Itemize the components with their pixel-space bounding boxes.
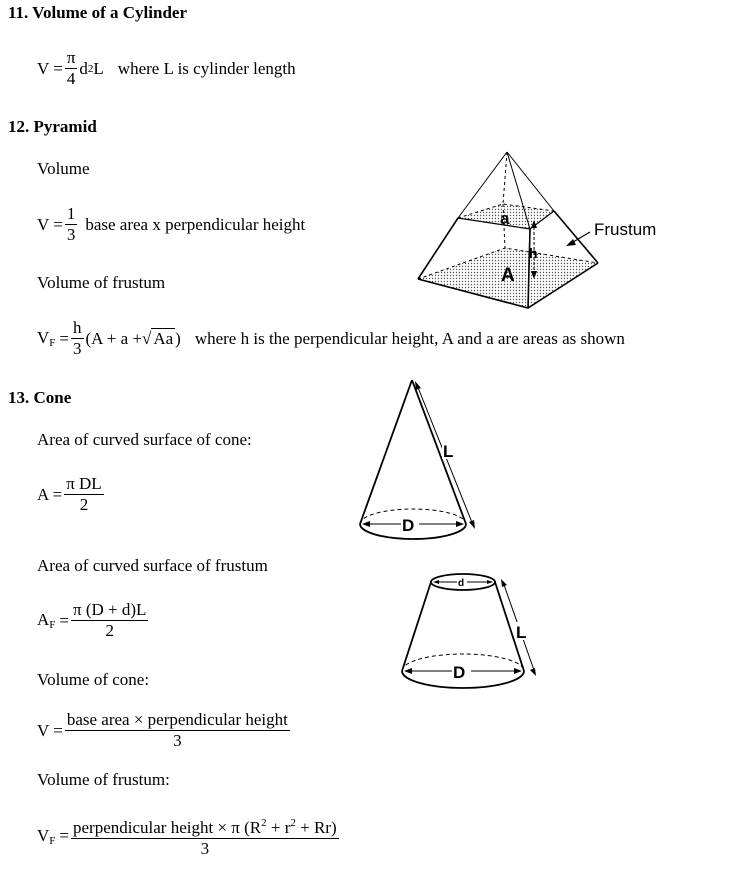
numerator: π (D + d)L [73,600,147,619]
label-D: D [402,516,415,535]
denominator: 2 [105,621,114,640]
paren-close: ) [175,328,181,348]
fraction-h-over-3 [71,318,84,359]
label-volume-frustum: Volume of frustum [37,273,166,292]
label-volume-cone: Volume of cone: [37,670,150,689]
a-equals: A = [37,484,63,504]
radicand: Aa [153,329,174,348]
formula-pyramid-volume [37,204,305,245]
pyramid-frustum-figure [410,148,680,318]
v-equals: V = [37,58,63,78]
formula-cone-area [37,474,106,515]
label-curved-surface-cone: Area of curved surface of cone: [37,430,252,449]
fraction-pi-over-4 [65,48,78,89]
exponent: 2 [87,62,94,75]
fraction-pi-dl-over-2 [64,474,104,515]
denominator: 2 [79,495,89,514]
af-symbol: $A_F$ [37,610,56,631]
label-volume-frustum-cone: Volume of frustum: [37,770,170,789]
fraction-one-third [65,204,78,245]
label-d: d [458,578,465,589]
denominator: 3 [73,339,82,358]
denominator: 3 [200,839,210,858]
fraction-cone-volume [65,710,290,751]
numerator: 1 [66,204,76,223]
formula-cone-volume [37,710,292,751]
vf-symbol: $V_F$ [37,328,56,349]
numerator: π DL [66,474,102,493]
note-cylinder: where L is cylinder length [117,58,296,78]
cone-frustum-figure [395,570,545,695]
formula-cylinder-volume [37,48,296,89]
v-equals: V = [37,214,63,234]
sqrt-icon: √ [141,328,152,348]
heading-pyramid: 12. Pyramid [8,117,97,136]
numerator: π [66,48,76,67]
denominator: 4 [66,69,76,88]
label-A: A [501,265,515,286]
formula-frustum-volume [37,318,625,359]
equals: = [59,610,69,630]
cone-figure [352,375,487,550]
heading-cone: 13. Cone [8,388,72,407]
label-L: L [443,442,454,461]
formula-cone-frustum-volume [37,813,341,859]
label-a: a [500,209,510,228]
heading-cylinder: 11. Volume of a Cylinder [8,3,187,22]
label-L: L [516,623,527,642]
term-l: L [93,58,104,78]
fraction-frustum-volume [71,813,339,859]
formula-frustum-area [37,600,150,641]
fraction-frustum-area [71,600,148,641]
note-frustum: where h is the perpendicular height, A and a are areas as shown [194,328,625,348]
v-equals: V = [37,720,63,740]
denominator: 3 [173,731,182,750]
label-frustum: Frustum [594,220,657,239]
numerator: base area × perpendicular height [66,710,288,729]
vf-symbol: $V_F$ [37,825,56,847]
paren-expression: (A + a + [85,328,142,348]
formula-text: base area x perpendicular height [85,214,306,234]
denominator: 3 [66,225,76,244]
label-curved-surface-frustum: Area of curved surface of frustum [37,556,268,575]
label-D: D [453,663,466,682]
label-volume: Volume [37,159,90,178]
equals: = [59,826,69,845]
term-d: d [79,58,88,78]
numerator: h [73,318,82,337]
label-h: h [529,245,538,261]
numerator: perpendicular height × π $(R^2 + r^2 + Rr)$ [71,813,339,839]
equals: = [59,328,69,348]
